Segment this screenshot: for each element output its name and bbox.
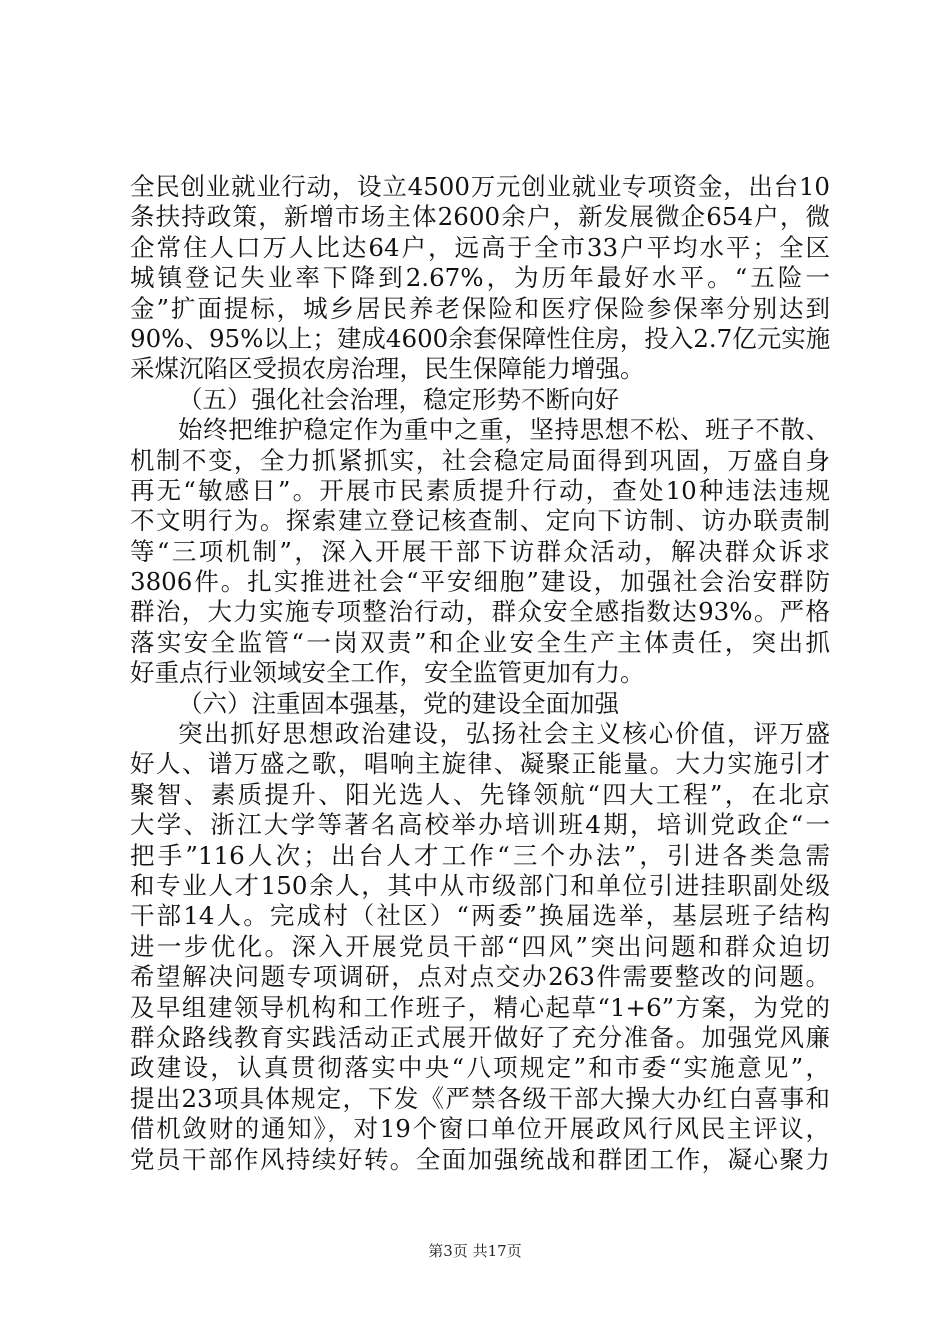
text-line: 采煤沉陷区受损农房治理，民生保障能力增强。 xyxy=(130,354,645,384)
text-line: 突出抓好思想政治建设，弘扬社会主义核心价值，评万盛 xyxy=(178,719,830,749)
text-line: 好重点行业领域安全工作，安全监管更加有力。 xyxy=(130,658,645,688)
text-line: 企常住人口万人比达64户，远高于全市33户平均水平；全区 xyxy=(130,232,830,262)
page-footer: 第3页 共17页 xyxy=(428,1242,522,1260)
text-line: 好人、谱万盛之歌，唱响主旋律、凝聚正能量。大力实施引才 xyxy=(130,749,830,779)
text-line: 干部14人。完成村（社区）“两委”换届选举，基层班子结构 xyxy=(130,901,830,931)
text-line: 聚智、素质提升、阳光选人、先锋领航“四大工程”，在北京 xyxy=(130,779,830,809)
text-line: 不文明行为。探索建立登记核查制、定向下访制、访办联责制 xyxy=(130,506,830,536)
text-line: 全民创业就业行动，设立4500万元创业就业专项资金，出台10 xyxy=(130,172,830,201)
text-line: 提出23项具体规定，下发《严禁各级干部大操大办红白喜事和 xyxy=(130,1083,830,1113)
text-line: 条扶持政策，新增市场主体2600余户，新发展微企654户，微 xyxy=(130,202,830,232)
text-line: 城镇登记失业率下降到2.67%，为历年最好水平。“五险一 xyxy=(130,263,830,293)
text-line: 及早组建领导机构和工作班子，精心起草“1+6”方案，为党的 xyxy=(130,992,830,1022)
text-line: 90%、95%以上；建成4600余套保障性住房，投入2.7亿元实施 xyxy=(130,323,831,353)
text-line: 群众路线教育实践活动正式展开做好了充分准备。加强党风廉 xyxy=(130,1022,830,1052)
text-line: 始终把维护稳定作为重中之重，坚持思想不松、班子不散、 xyxy=(178,415,830,445)
document-body xyxy=(130,172,830,1175)
text-line: 大学、浙江大学等著名高校举办培训班4期，培训党政企“一 xyxy=(130,810,830,840)
text-line: 等“三项机制”，深入开展干部下访群众活动，解决群众诉求 xyxy=(130,536,830,566)
text-line: 再无“敏感日”。开展市民素质提升行动，查处10种违法违规 xyxy=(130,475,830,505)
text-line: 群治，大力实施专项整治行动，群众安全感指数达93%。严格 xyxy=(130,597,830,627)
text-line: 把手”116人次；出台人才工作“三个办法”，引进各类急需 xyxy=(130,840,830,870)
section-heading: （六）注重固本强基，党的建设全面加强 xyxy=(178,688,619,718)
text-line: 政建设，认真贯彻落实中央“八项规定”和市委“实施意见”， xyxy=(130,1053,830,1083)
text-line: 和专业人才150余人，其中从市级部门和单位引进挂职副处级 xyxy=(130,870,830,900)
text-line: 进一步优化。深入开展党员干部“四风”突出问题和群众迫切 xyxy=(130,931,830,961)
text-line: 希望解决问题专项调研，点对点交办263件需要整改的问题。 xyxy=(130,962,830,992)
text-line: 借机敛财的通知》，对19个窗口单位开展政风行风民主评议， xyxy=(130,1114,830,1144)
section-heading: （五）强化社会治理，稳定形势不断向好 xyxy=(178,384,619,414)
text-line: 金”扩面提标，城乡居民养老保险和医疗保险参保率分别达到 xyxy=(130,293,830,323)
text-line: 落实安全监管“一岗双责”和企业安全生产主体责任，突出抓 xyxy=(130,627,830,657)
text-line: 3806件。扎实推进社会“平安细胞”建设，加强社会治安群防 xyxy=(130,567,830,597)
text-line: 机制不变，全力抓紧抓实，社会稳定局面得到巩固，万盛自身 xyxy=(130,445,830,475)
text-line: 党员干部作风持续好转。全面加强统战和群团工作，凝心聚力 xyxy=(130,1144,830,1174)
